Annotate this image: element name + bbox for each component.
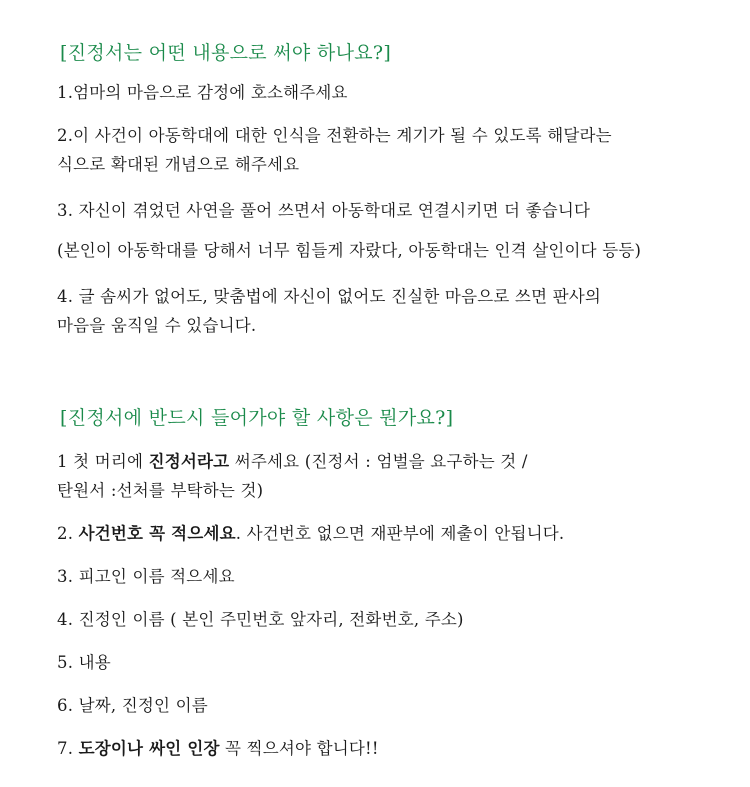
item7-number: 7. <box>57 739 79 758</box>
section2-item-1-line-2: 탄원서 :선처를 부탁하는 것) <box>57 481 264 500</box>
section2-heading: [진정서에 반드시 들어가야 할 사항은 뭔가요?] <box>60 407 454 429</box>
section2-item-5: 5. 내용 <box>57 653 111 672</box>
item2-number: 2. <box>57 524 79 543</box>
section1-line-7: 마음을 움직일 수 있습니다. <box>57 316 257 335</box>
item1-prefix: 1 첫 머리에 <box>57 452 149 471</box>
item7-suffix: 꼭 찍으셔야 합니다!! <box>219 739 379 758</box>
section2-item-1 <box>57 454 528 471</box>
item1-bold-text: 진정서라고 <box>148 452 230 471</box>
section1-line-4: 3. 자신이 겪었던 사연을 풀어 쓰면서 아동학대로 연결시키면 더 좋습니다 <box>57 201 591 220</box>
section2-item-7 <box>57 741 379 758</box>
section1-line-3: 식으로 확대된 개념으로 해주세요 <box>57 155 300 174</box>
item2-bold-text: 사건번호 꼭 적으세요 <box>78 524 236 543</box>
section1-line-6: 4. 글 솜씨가 없어도, 맞춤법에 자신이 없어도 진실한 마음으로 쓰면 판사의 <box>57 287 602 306</box>
item2-suffix: . 사건번호 없으면 재판부에 제출이 안됩니다. <box>235 524 565 543</box>
item7-bold-text: 도장이나 싸인 인장 <box>78 739 220 758</box>
item1-suffix: 써주세요 (진정서 : 엄벌을 요구하는 것 / <box>229 452 528 471</box>
section1-line-5: (본인이 아동학대를 당해서 너무 힘들게 자랐다, 아동학대는 인격 살인이다 등등) <box>57 241 642 260</box>
section2-item-2 <box>57 526 564 543</box>
section1-line-1: 1.엄마의 마음으로 감정에 호소해주세요 <box>57 83 348 102</box>
section2-item-3: 3. 피고인 이름 적으세요 <box>57 567 235 586</box>
section1-line-2: 2.이 사건이 아동학대에 대한 인식을 전환하는 계기가 될 수 있도록 해달라는 <box>57 126 612 145</box>
section2-item-4: 4. 진정인 이름 ( 본인 주민번호 앞자리, 전화번호, 주소) <box>57 610 464 629</box>
section1-heading: [진정서는 어떤 내용으로 써야 하나요?] <box>60 42 392 64</box>
section2-item-6: 6. 날짜, 진정인 이름 <box>57 696 208 715</box>
